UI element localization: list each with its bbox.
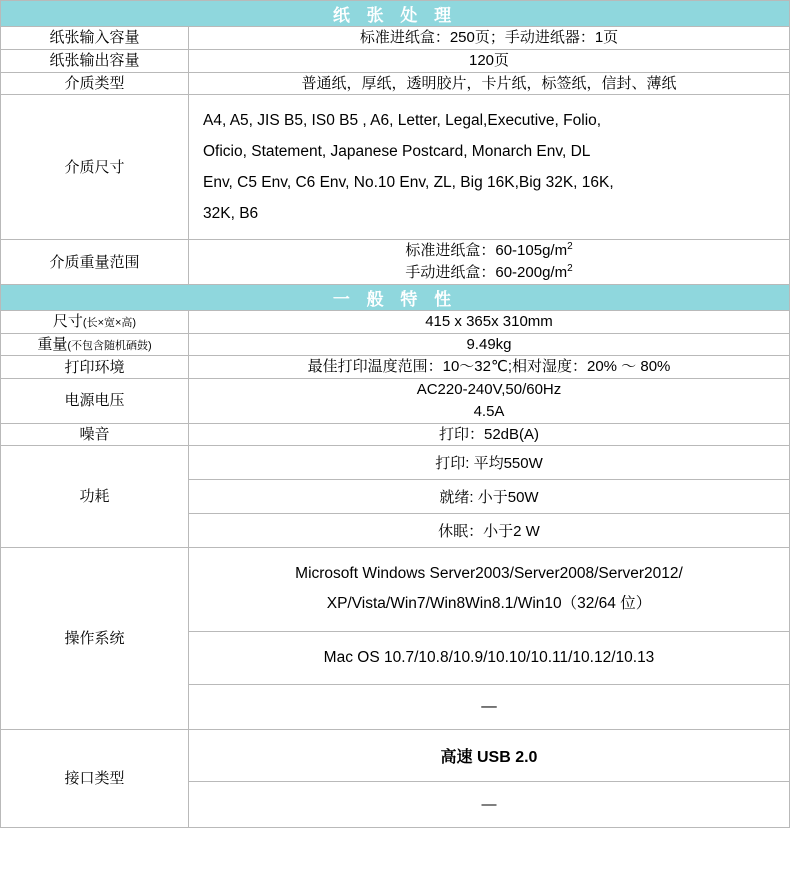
dimensions-label-sub: (长×宽×高) (82, 317, 137, 330)
table-row (1, 240, 790, 285)
table-row (1, 730, 790, 828)
weight-label-main: 重量 (37, 335, 68, 353)
row-value-interface-type (189, 730, 790, 828)
media-size-line-2: Oficio, Statement, Japanese Postcard, Monarch Env, DL (203, 143, 591, 161)
row-value-print-environment: 最佳打印温度范围：10～32℃;相对湿度：20% ～ 80% (189, 356, 790, 379)
table-row (1, 27, 790, 50)
power-line-print: 打印: 平均550W (189, 446, 789, 480)
interface-line-placeholder: — (481, 796, 497, 814)
row-value-paper-input-capacity: 标准进纸盒：250页；手动进纸器：1页 (189, 27, 790, 50)
media-weight-sup-2: 2 (567, 263, 573, 274)
media-weight-line-1 (189, 240, 789, 262)
list-item (189, 480, 789, 514)
row-label-noise: 噪音 (1, 423, 189, 446)
row-value-dimensions: 415 x 365x 310mm (189, 310, 790, 333)
row-label-media-size: 介质尺寸 (1, 95, 189, 240)
row-label-paper-input-capacity: 纸张输入容量 (1, 27, 189, 50)
media-weight-text-2: 手动进纸盒：60-200g/m (405, 264, 568, 281)
row-label-print-environment: 打印环境 (1, 356, 189, 379)
power-line-ready: 就绪: 小于50W (189, 480, 789, 514)
interface-sublist (189, 730, 789, 827)
section-header-row-general (1, 284, 790, 310)
table-row (1, 379, 790, 424)
row-value-media-size (189, 95, 790, 240)
media-size-line-4: 32K, B6 (203, 205, 259, 223)
row-value-operating-system (189, 548, 790, 730)
table-row (1, 548, 790, 730)
media-weight-line-2 (189, 262, 789, 284)
voltage-line-2: 4.5A (473, 402, 505, 420)
row-value-media-weight (189, 240, 790, 285)
dimensions-label-main: 尺寸 (52, 313, 83, 331)
voltage-line-1: AC220-240V,50/60Hz (416, 381, 562, 398)
row-label-power-consumption: 功耗 (1, 446, 189, 548)
row-label-interface-type: 接口类型 (1, 730, 189, 828)
weight-label-sub: (不包含随机硒鼓) (67, 339, 152, 352)
section-header-paper-handling: 纸 张 处 理 (1, 1, 790, 27)
list-item (189, 587, 789, 632)
table-row (1, 423, 790, 446)
row-value-power-consumption (189, 446, 790, 548)
row-label-operating-system: 操作系统 (1, 548, 189, 730)
section-header-row-paper-handling (1, 1, 790, 27)
os-line-windows-1: Microsoft Windows Server2003/Server2008/Server2012/ (295, 565, 683, 583)
row-value-paper-output-capacity: 120页 (189, 49, 790, 72)
power-line-sleep: 休眠：小于2 W (438, 523, 540, 541)
table-row (1, 333, 790, 356)
row-label-media-weight: 介质重量范围 (1, 240, 189, 285)
row-label-paper-output-capacity: 纸张输出容量 (1, 49, 189, 72)
list-item (189, 782, 789, 828)
section-header-general: 一 般 特 性 (1, 284, 790, 310)
list-item (189, 446, 789, 480)
os-line-windows-2: XP/Vista/Win7/Win8Win8.1/Win10（32/64 位） (189, 587, 789, 632)
row-label-dimensions (1, 310, 189, 333)
interface-line-usb: 高速 USB 2.0 (189, 730, 789, 782)
list-item (189, 632, 789, 685)
table-row (1, 95, 790, 240)
row-label-weight (1, 333, 189, 356)
row-label-media-type: 介质类型 (1, 72, 189, 95)
media-weight-text-1: 标准进纸盒：60-105g/m (405, 242, 568, 260)
row-value-voltage (189, 379, 790, 424)
table-row (1, 356, 790, 379)
os-line-mac: Mac OS 10.7/10.8/10.9/10.10/10.11/10.12/10.13 (189, 632, 789, 685)
table-row (1, 446, 790, 548)
row-value-noise: 打印：52dB(A) (189, 423, 790, 446)
media-weight-sup-1: 2 (567, 241, 573, 253)
table-row (1, 310, 790, 333)
row-label-voltage: 电源电压 (1, 379, 189, 424)
table-row (1, 49, 790, 72)
list-item (189, 548, 789, 587)
operating-system-sublist (189, 548, 789, 729)
media-size-line-3: Env, C5 Env, C6 Env, No.10 Env, ZL, Big 16K,Big 32K, 16K, (203, 174, 614, 192)
list-item (189, 514, 789, 548)
list-item (189, 685, 789, 730)
table-row (1, 72, 790, 95)
power-consumption-sublist (189, 446, 789, 547)
list-item (189, 730, 789, 782)
row-value-weight: 9.49kg (189, 333, 790, 356)
media-size-line-1: A4, A5, JIS B5, IS0 B5 , A6, Letter, Legal,Executive, Folio, (203, 112, 602, 130)
os-line-placeholder: — (481, 698, 497, 716)
row-value-media-type: 普通纸，厚纸，透明胶片，卡片纸，标签纸，信封、薄纸 (189, 72, 790, 95)
